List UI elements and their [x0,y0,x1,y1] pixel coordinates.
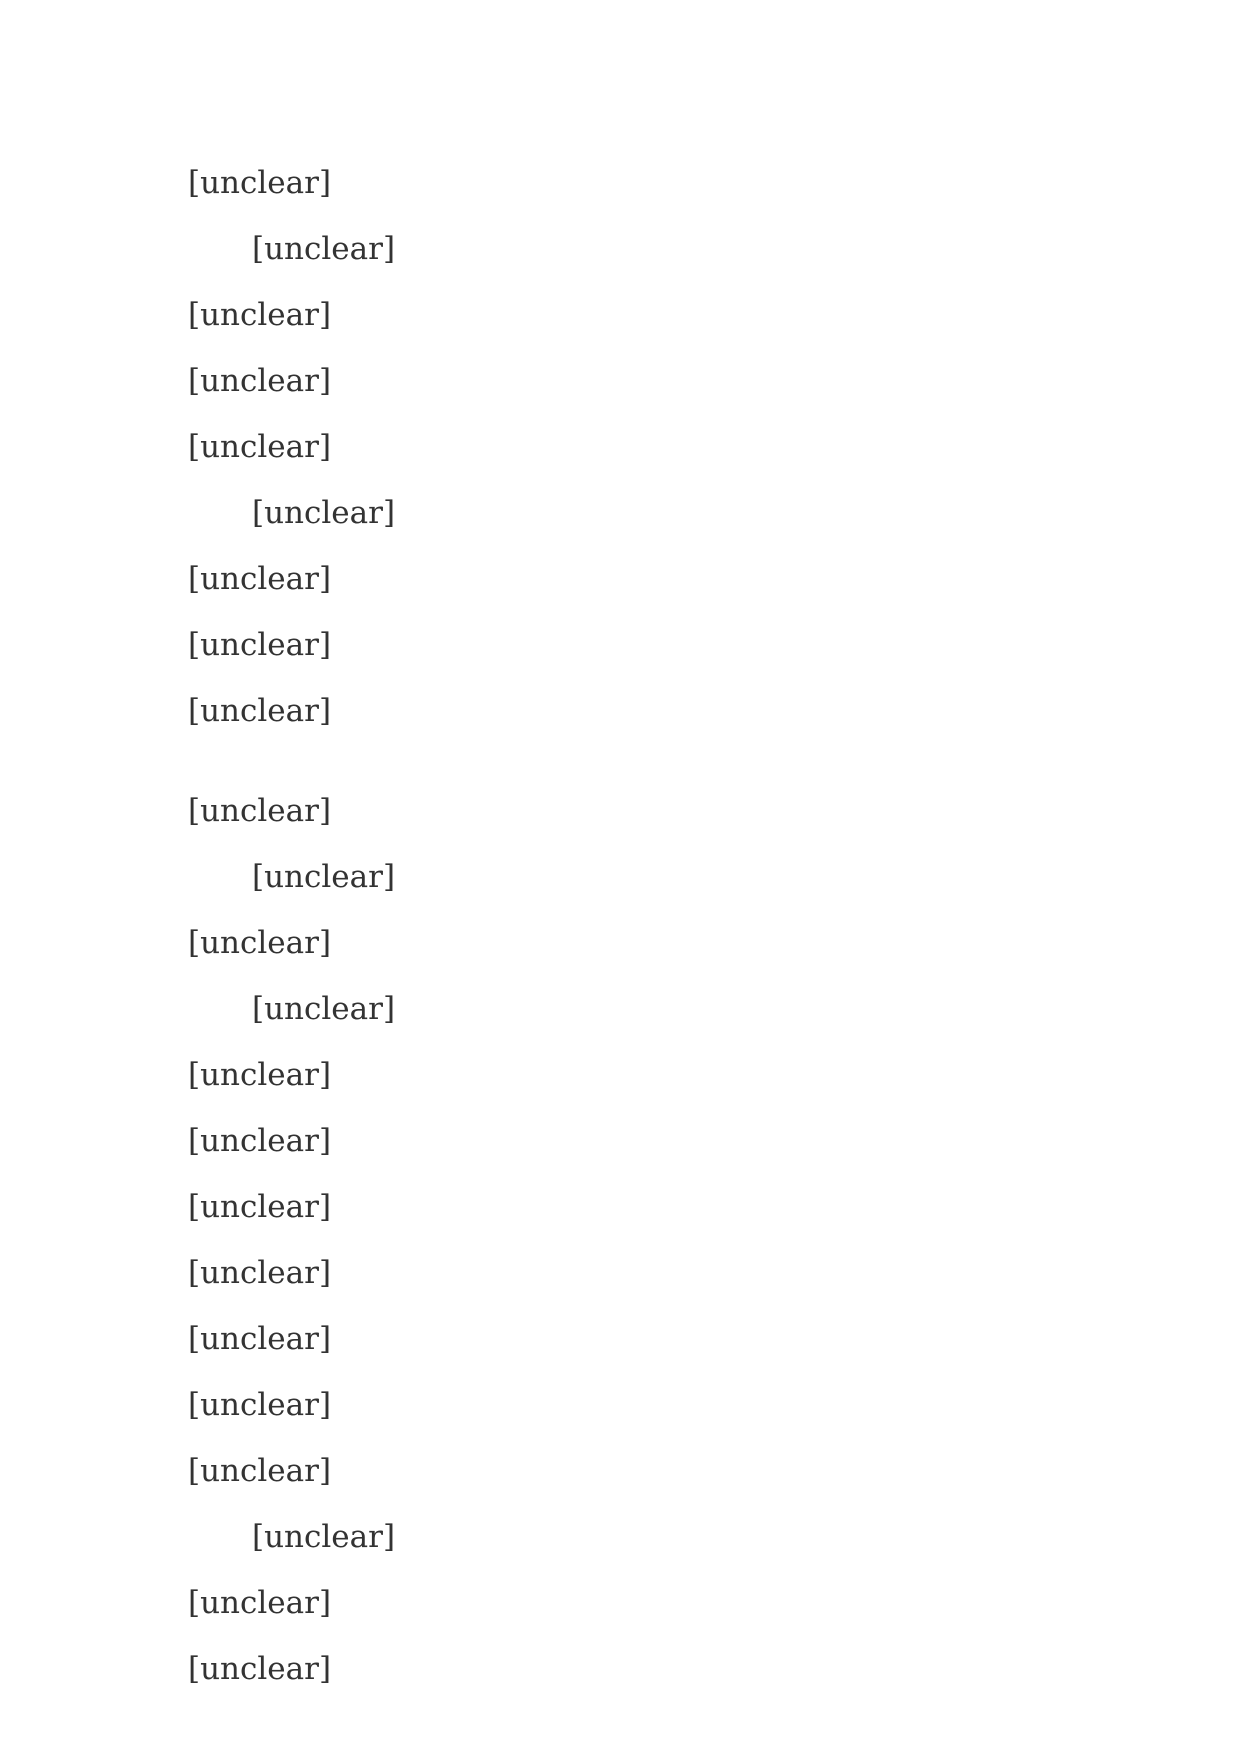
text-line: [unclear] [252,991,396,1027]
text-line: [unclear] [188,693,332,729]
text-line: [unclear] [188,1321,332,1357]
text-line: [unclear] [188,1387,332,1423]
text-line: [unclear] [188,1255,332,1291]
text-line: [unclear] [188,1123,332,1159]
paragraph [188,844,1068,976]
document-page [188,150,1068,1702]
text-line: [unclear] [188,1585,332,1621]
text-line: [unclear] [188,561,332,597]
text-line: [unclear] [188,1057,332,1093]
section-heading: [unclear] [188,793,332,829]
text-line: [unclear] [188,165,332,201]
text-line: [unclear] [188,363,332,399]
paragraph [188,150,1068,216]
paragraph [188,480,1068,744]
text-line: [unclear] [188,297,332,333]
paragraph [188,216,1068,480]
text-line: [unclear] [188,1453,332,1489]
text-line: [unclear] [188,1651,332,1687]
text-line: [unclear] [188,627,332,663]
paragraph [188,1504,1068,1702]
text-line: [unclear] [252,231,396,267]
text-line: [unclear] [252,495,396,531]
text-line: [unclear] [188,1189,332,1225]
paragraph [188,976,1068,1504]
text-line: [unclear] [252,1519,396,1555]
text-line: [unclear] [252,859,396,895]
text-line: [unclear] [188,925,332,961]
text-line: [unclear] [188,429,332,465]
